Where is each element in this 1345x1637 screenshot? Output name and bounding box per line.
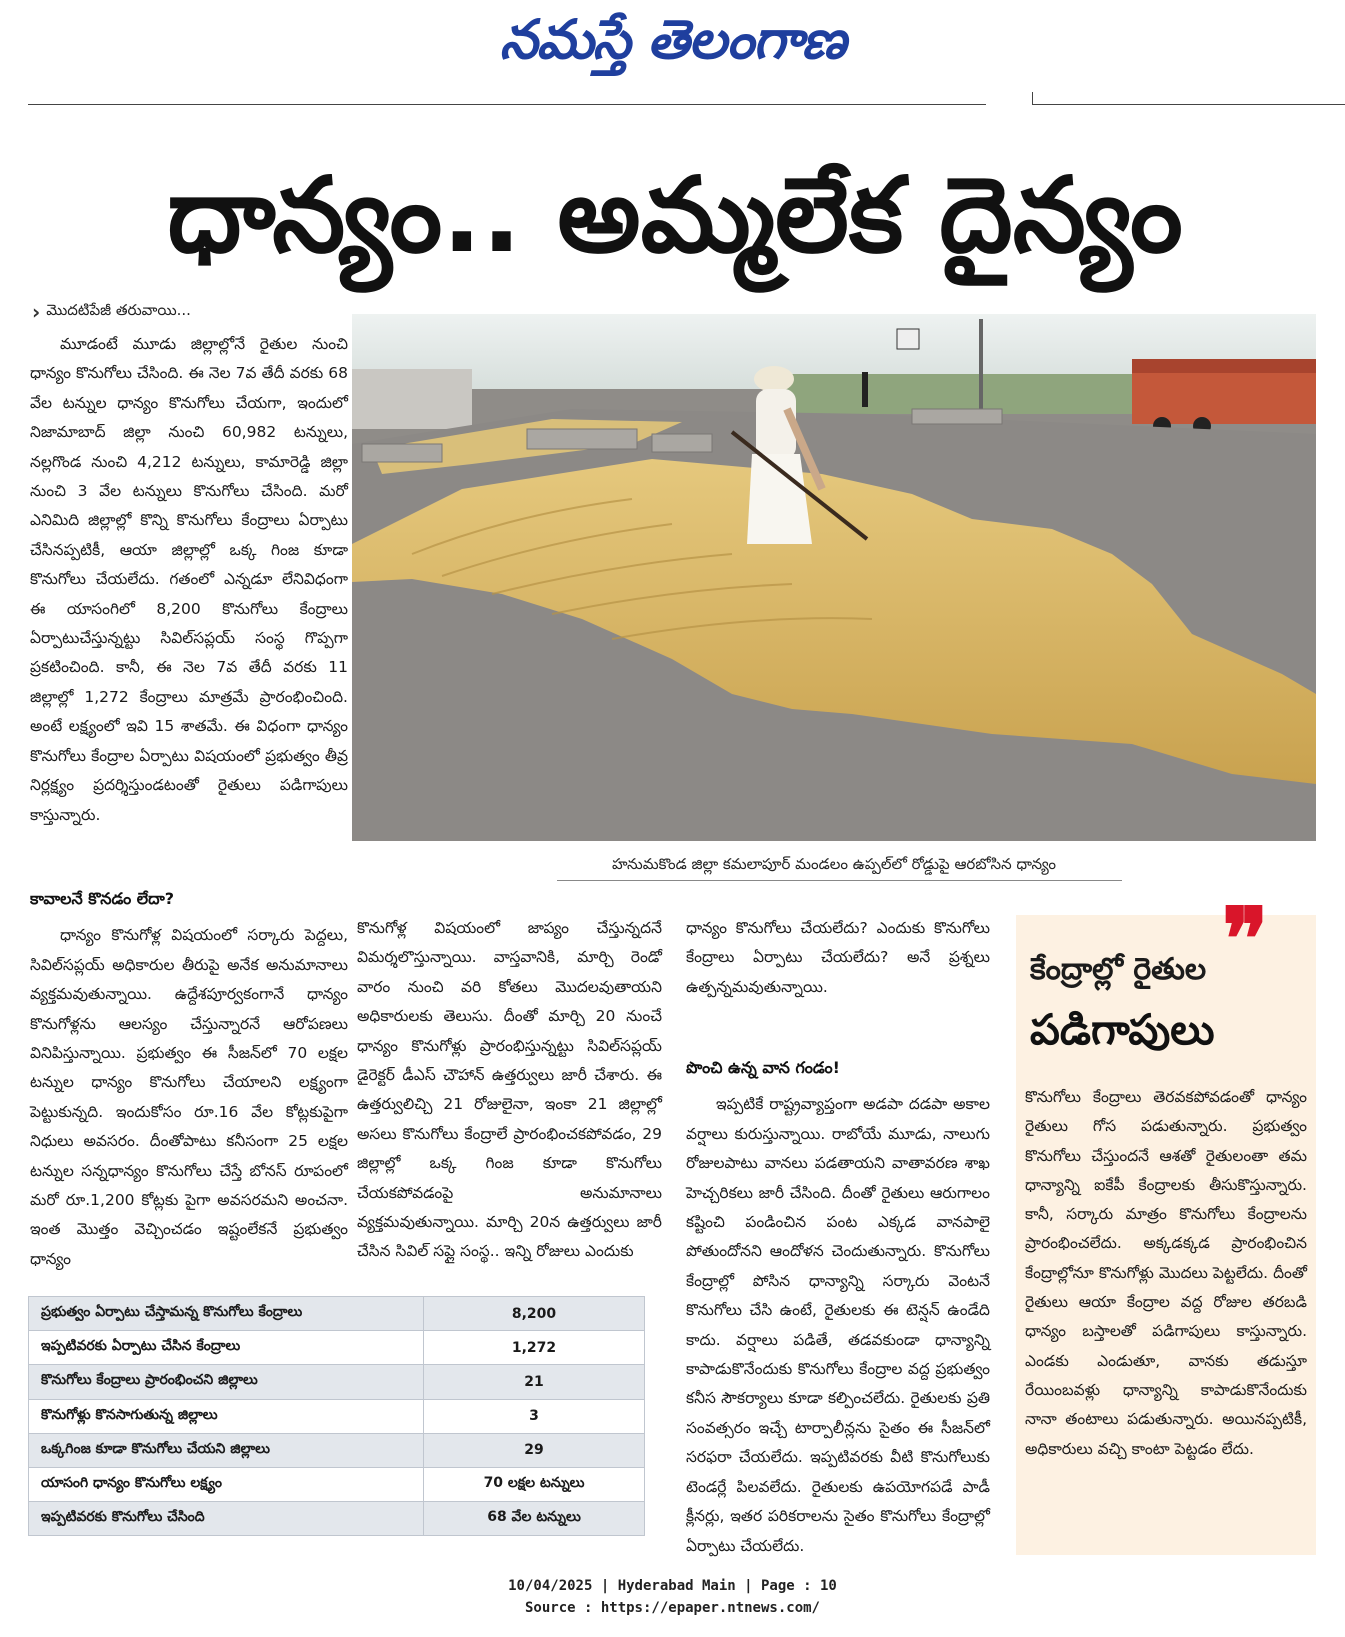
table-row [29, 1365, 645, 1399]
sidebar-text: కొనుగోలు కేంద్రాలు తెరవకపోవడంతో ధాన్యం రైతులు గోస పడుతున్నారు. ప్రభుత్వం కొనుగోలు చేస్తుందనే ఆశతో రైతులంతా తమ ధాన్యాన్ని ఐకేపీ కేంద్రాలకు తీసుకొస్తున్నారు. కానీ, సర్కారు మాత్రం కొనుగోలు కేంద్రాలను ప్రారంభించలేదు. అక్కడక్కడ ప్రారంభించిన కేంద్రాల్లోనూ కొనుగోళ్లు మొదలు పెట్టలేదు. దీంతో రైతులు ఆయా కేంద్రాల వద్ద రోజుల తరబడి ధాన్యం బస్తాలతో పడిగాపులు కాస్తున్నారు. ఎండకు ఎండుతూ, వానకు తడుస్తూ రేయింబవళ్లు ధాన్యాన్ని కాపాడుకొనేందుకు నానా తంటాలు పడుతున్నారు. అయినప్పటికీ, అధికారులు వచ్చి కాంటా పెట్టడం లేదు. [1025, 1088, 1307, 1458]
table-cell-label: కొనుగోళ్లు కొనసాగుతున్న జిల్లాలు [29, 1399, 424, 1433]
chevron-right-icon: › [32, 300, 41, 324]
masthead-rule-right [1032, 104, 1345, 105]
table-cell-value: 8,200 [424, 1297, 645, 1331]
continuation-text: మొదటిపేజీ తరువాయి... [46, 301, 191, 319]
table-row [29, 1502, 645, 1536]
news-photo [352, 314, 1316, 841]
table-cell-value: 29 [424, 1433, 645, 1467]
table-row [29, 1331, 645, 1365]
subheading: కావాలనే కొనడం లేదా? [30, 889, 175, 908]
table-cell-label: ఇప్పటివరకు ఏర్పాటు చేసిన కేంద్రాలు [29, 1331, 424, 1365]
article-column-3b [686, 1053, 990, 1561]
sidebar-title-line2: పడిగాపులు [1030, 1005, 1215, 1054]
table-cell-label: యాసంగి ధాన్యం కొనుగోలు లక్ష్యం [29, 1467, 424, 1501]
facts-table [28, 1296, 645, 1536]
page-footer-meta: 10/04/2025 | Hyderabad Main | Page : 10 [508, 1578, 837, 1594]
table-cell-label: ఒక్కగింజ కూడా కొనుగోలు చేయని జిల్లాలు [29, 1433, 424, 1467]
article-column-3 [686, 914, 990, 1002]
article-column-1 [30, 330, 348, 830]
table-cell-value: 68 వేల టన్నులు [424, 1502, 645, 1536]
quote-mark-icon: ❞ [1222, 889, 1269, 990]
table-cell-value: 1,272 [424, 1331, 645, 1365]
caption-rule [557, 880, 1122, 881]
table-row [29, 1467, 645, 1501]
headline: ధాన్యం.. అమ్మలేక దైన్యం [167, 154, 1183, 276]
article-paragraph: ధాన్యం కొనుగోలు చేయలేదు? ఎందుకు కొనుగోలు కేంద్రాలు ఏర్పాటు చేయలేదు? అనే ప్రశ్నలు ఉత్పన్నమవుతున్నాయి. [686, 919, 990, 996]
article-paragraph: మూడంటే మూడు జిల్లాల్లోనే రైతుల నుంచి ధాన్యం కొనుగోలు చేసింది. ఈ నెల 7వ తేదీ వరకు 68 వేల టన్నుల ధాన్యం కొనుగోలు చేయగా, ఇందులో నిజామాబాద్ జిల్లా నుంచి 60,982 టన్నులు, నల్లగొండ నుంచి 4,212 టన్నులు, కామారెడ్డి జిల్లా నుంచి 3 వేల టన్నులు కొనుగోలు చేసింది. మరో ఎనిమిది జిల్లాల్లో కొన్ని కొనుగోలు కేంద్రాలు ఏర్పాటు చేసినప్పటికీ, ఆయా జిల్లాల్లో ఒక్క గింజ కూడా కొనుగోలు చేయలేదు. గతంలో ఎన్నడూ లేనివిధంగా ఈ యాసంగిలో 8,200 కొనుగోలు కేంద్రాలు ఏర్పాటుచేస్తున్నట్టు సివిల్‌సప్లయ్ సంస్థ గొప్పగా ప్రకటించింది. కానీ, ఈ నెల 7వ తేదీ వరకు 11 జిల్లాల్లో 1,272 కేంద్రాలు మాత్రమే ప్రారంభించింది. అంటే లక్ష్యంలో ఇవి 15 శాతమే. ఈ విధంగా ధాన్యం కొనుగోలు కేంద్రాల ఏర్పాటు విషయంలో ప్రభుత్వం తీవ్ర నిర్లక్ష్యం ప్రదర్శిస్తుండటంతో రైతులు పడిగాపులు కాస్తున్నారు. [30, 335, 348, 824]
article-paragraph: ధాన్యం కొనుగోళ్ల విషయంలో సర్కారు పెద్దలు, సివిల్‌సప్లయ్ అధికారుల తీరుపై అనేక అనుమానాలు వ్యక్తమవుతున్నాయి. ఉద్దేశపూర్వకంగానే ధాన్యం కొనుగోళ్లను ఆలస్యం చేస్తున్నారనే ఆరోపణలు వినిపిస్తున్నాయి. ప్రభుత్వం ఈ సీజన్‌లో 70 లక్షల టన్నుల ధాన్యం కొనుగోలు చేయాలని లక్ష్యంగా పెట్టుకున్నది. ఇందుకోసం రూ.16 వేల కోట్లకుపైగా నిధులు అవసరం. దీంతోపాటు కనీసంగా 25 లక్షల టన్నుల సన్నధాన్యం కొనుగోలు చేస్తే బోనస్ రూపంలో మరో రూ.1,200 కోట్లకు పైగా అవసరమని అంచనా. ఇంత మొత్తం వెచ్చించడం ఇష్టంలేకనే ప్రభుత్వం ధాన్యం [30, 926, 348, 1268]
article-paragraph: కొనుగోళ్ల విషయంలో జాప్యం చేస్తున్నదనే విమర్శలొస్తున్నాయి. వాస్తవానికి, మార్చి రెండో వారం నుంచి వరి కోతలు మొదలవుతాయని అధికారులకు తెలుసు. దీంతో మార్చి 20 నుంచే ధాన్యం కొనుగోళ్లు ప్రారంభిస్తున్నట్టు సివిల్‌సప్లయ్ డైరెక్టర్ డీఎస్ చౌహాన్ ఉత్తర్వులు జారీ చేశారు. ఈ ఉత్తర్వులిచ్చి 21 రోజులైనా, ఇంకా 21 జిల్లాల్లో అసలు కొనుగోలు కేంద్రాలే ప్రారంభించకపోవడం, 29 జిల్లాల్లో ఒక్క గింజ కూడా కొనుగోలు చేయకపోవడంపై అనుమానాలు వ్యక్తమవుతున్నాయి. మార్చి 20న ఉత్తర్వులు జారీ చేసిన సివిల్ సప్లై సంస్థ.. ఇన్ని రోజులు ఎందుకు [357, 919, 662, 1261]
table-cell-label: కొనుగోలు కేంద్రాలు ప్రారంభించని జిల్లాలు [29, 1365, 424, 1399]
facts-table-wrap [28, 1296, 658, 1536]
article-column-2 [357, 914, 662, 1267]
page-footer-source[interactable]: Source : https://epaper.ntnews.com/ [524, 1600, 820, 1616]
article-column-1b [30, 889, 348, 1274]
continuation-label [32, 300, 191, 324]
photo-caption: హనుమకొండ జిల్లా కమలాపూర్ మండలం ఉప్పల్‌లో రోడ్డుపై ఆరబోసిన ధాన్యం [611, 855, 1057, 873]
table-cell-label: ప్రభుత్వం ఏర్పాటు చేస్తామన్న కొనుగోలు కేంద్రాలు [29, 1297, 424, 1331]
subheading: పొంచి ఉన్న వాన గండం! [686, 1058, 840, 1077]
article-paragraph: ఇప్పటికే రాష్ట్రవ్యాప్తంగా అడపా దడపా అకాల వర్షాలు కురుస్తున్నాయి. రాబోయే మూడు, నాలుగు రోజులపాటు వానలు పడతాయని వాతావరణ శాఖ హెచ్చరికలు జారీ చేసింది. దీంతో రైతులు ఆరుగాలం కష్టించి పండించిన పంట ఎక్కడ వానపాలై పోతుందోనని ఆందోళన చెందుతున్నారు. కొనుగోలు కేంద్రాల్లో పోసిన ధాన్యాన్ని సర్కారు వెంటనే కొనుగోలు చేసి ఉంటే, రైతులకు ఈ టెన్షన్ ఉండేది కాదు. వర్షాలు పడితే, తడవకుండా ధాన్యాన్ని కాపాడుకొనేందుకు కొనుగోలు కేంద్రాల వద్ద ప్రభుత్వం కనీస సౌకర్యాలు కూడా కల్పించలేదు. రైతులకు ప్రతి సంవత్సరం ఇచ్చే టార్పాలీన్లను సైతం ఈ సీజన్‌లో సరఫరా చేయలేదు. ఇప్పటివరకు వీటి కొనుగోలుకు టెండర్లే పిలవలేదు. రైతులకు ఉపయోగపడే పాడీ క్లీనర్లు, ఇతర పరికరాలను సైతం కొనుగోలు కేంద్రాల్లో ఏర్పాటు చేయలేదు. [686, 1095, 990, 1555]
table-cell-value: 70 లక్షల టన్నులు [424, 1467, 645, 1501]
table-cell-value: 3 [424, 1399, 645, 1433]
masthead-logo: నమస్తే తెలంగాణ [499, 8, 846, 71]
masthead-rule [28, 104, 986, 105]
table-row [29, 1399, 645, 1433]
table-cell-label: ఇప్పటివరకు కొనుగోలు చేసింది [29, 1502, 424, 1536]
sidebar-title-line1: కేంద్రాల్లో రైతుల [1030, 952, 1207, 987]
table-row [29, 1297, 645, 1331]
table-cell-value: 21 [424, 1365, 645, 1399]
table-row [29, 1433, 645, 1467]
grain-drying-photo [352, 314, 1316, 841]
